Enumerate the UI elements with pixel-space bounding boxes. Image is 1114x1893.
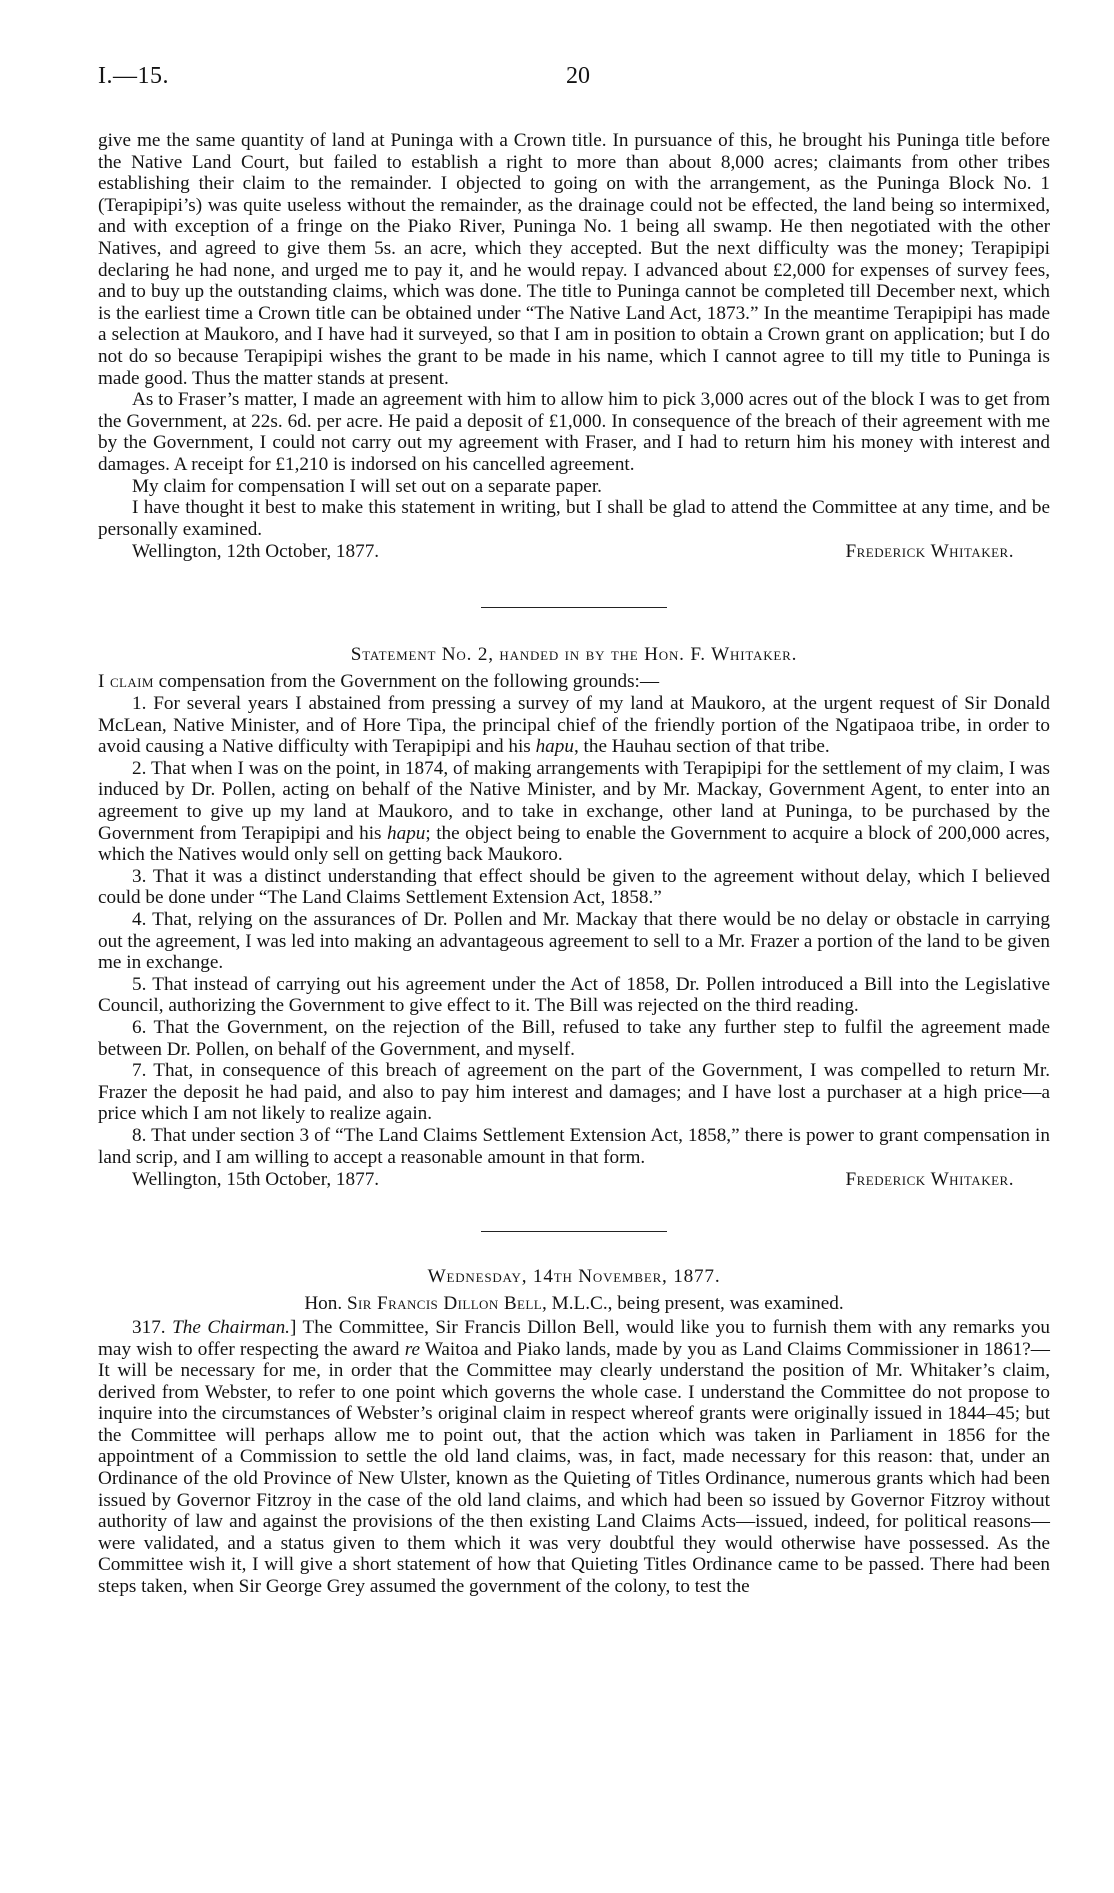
italic-term: hapu [387, 822, 426, 844]
ground-text: 1. For several years I abstained from pressing a survey of my land at Maukoro, at the urgent request of Sir Donald McLean, Native Minister, and of Hore Tipa, the principal chief of the friendly portion of the Ngatipaoa tribe, in order to avoid causing a Native difficulty with Terapipipi and his [98, 693, 1050, 758]
presence-text: Hon. [304, 1293, 347, 1315]
section-divider [481, 1231, 667, 1232]
claim-lead: I claim [98, 671, 154, 693]
ground-item [98, 693, 1050, 758]
answer-text: Waitoa and Piako lands, made by you as Land Claims Commissioner in 1861?—It will be necessary for me, in order that the Committee may clearly understand the position of Mr. Whitaker’s claim, derived from Webster, to refer to one point which governs the whole case. I understand the Committee do not propose to inquire into the circumstances of Webster’s original claim in respect whereof grants were originally issued in 1844–45; but the Committee will perhaps allow me to point out, that the action which was taken in Parliament in 1856 for the appointment of a Commission to settle the old land claims, was, in fact, made necessary for this reason: that, under an Ordinance of the old Province of New Ulster, known as the Quieting of Titles Ordinance, numerous grants which had been issued by Governor Fitzroy in the case of the old land claims, and which had been so issued by Governor Fitzroy without authority of law and against the provisions of the then existing Land Claims Acts—issued, indeed, for political reasons—were validated, and a status given to them which it was very doubtful they would otherwise have possessed. As the Committee wish it, I will give a short statement of how that Quieting Titles Ordinance came to be passed. There had been steps taken, when Sir George Grey assumed the government of the colony, to test the [98, 1338, 1050, 1598]
question-paragraph [98, 1317, 1050, 1598]
section-divider [481, 607, 667, 608]
statement-section [98, 644, 1050, 1191]
place-date: Wellington, 12th October, 1877. [132, 541, 380, 563]
ground-item: 3. That it was a distinct understanding that effect should be given to the agreement without delay, which I believed could be done under “The Land Claims Settlement Extension Act, 1858.” [98, 865, 1050, 909]
intro-paragraph [98, 671, 1050, 693]
place-date: Wellington, 15th October, 1877. [132, 1169, 380, 1191]
ground-item [98, 758, 1050, 866]
italic-term: hapu [535, 736, 574, 758]
ground-text: , the Hauhau section of that tribe. [573, 736, 830, 758]
page-number: 20 [566, 63, 590, 89]
body-paragraph: give me the same quantity of land at Puninga with a Crown title. In pursuance of this, he brought his Puninga title before the Native Land Court, but failed to establish a right to more than about 8,000 acres; claimants from other tribes establishing their claim to the remainder. I objected to going on with the arrangement, as the Puninga Block No. 1 (Terapipipi’s) was quite useless without the remainder, as the drainage could not be effected, the land being so intermixed, and with exception of a fringe on the Piako River, Puninga No. 1 being all swamp. He then negotiated with the other Natives, and agreed to give them 5s. an acre, which they accepted. But the next difficulty was the money; Terapipipi declaring he had none, and urged me to pay it, and he would repay. I advanced about £2,000 for expenses of survey fees, and to buy up the outstanding claims, which was done. The title to Puninga cannot be completed till December next, which is the earliest time a Crown title can be obtained under “The Native Land Act, 1873.” In the meantime Terapipipi has made a selection at Maukoro, and I have had it surveyed, so that I am in position to obtain a Crown grant on application; but I do not do so because Terapipipi wishes the grant to be made in his name, which I cannot agree to till my title to Puninga is made good. Thus the matter stands at present. [98, 130, 1050, 389]
question-number: 317. [132, 1316, 173, 1338]
section-heading: Statement No. 2, handed in by the Hon. F. Whitaker. [350, 643, 798, 665]
presence-text: , M.L.C., being present, was examined. [542, 1293, 844, 1315]
signature: Frederick Whitaker. [845, 541, 1014, 563]
minutes-section [98, 1266, 1050, 1598]
ground-item: 7. That, in consequence of this breach of agreement on the part of the Government, I was compelled to return Mr. Frazer the deposit he had paid, and also to pay him interest and damages; and I have lost a purchaser at a high price—a price which I am not likely to realize again. [98, 1060, 1050, 1125]
witness-line [98, 1293, 1050, 1315]
letter-continuation [98, 130, 1050, 563]
page-header [98, 63, 1050, 100]
body-paragraph: I have thought it best to make this statement in writing, but I shall be glad to attend the Committee at any time, and be personally examined. [98, 497, 1050, 540]
ground-item: 8. That under section 3 of “The Land Claims Settlement Extension Act, 1858,” there is power to grant compensation in land scrip, and I am willing to accept a reasonable amount in that form. [98, 1124, 1050, 1168]
signature: Frederick Whitaker. [845, 1169, 1014, 1191]
signature-block [98, 541, 1050, 563]
intro-text: compensation from the Government on the following grounds:— [153, 671, 660, 693]
ground-item: 6. That the Government, on the rejection of the Bill, refused to take any further step to fulfil the agreement made between Dr. Pollen, on behalf of the Government, and myself. [98, 1016, 1050, 1060]
speaker-name: The Chairman. [172, 1316, 290, 1338]
witness-name: Sir Francis Dillon Bell [346, 1293, 543, 1315]
signature-block [98, 1169, 1050, 1191]
body-paragraph: My claim for compensation I will set out on a separate paper. [132, 475, 602, 497]
ground-text: 2. That when I was on the point, in 1874, of making arrangements with Terapipipi for the settlement of my claim, I was induced by Dr. Pollen, acting on behalf of the Native Minister, and by Mr. Mackay, Government Agent, to enter into an agreement to give up my land at Maukoro, and to take in exchange, other land at Puninga, to be purchased by the Government from Terapipipi and his [98, 757, 1050, 844]
italic-term: re [404, 1338, 420, 1360]
ground-text: ; the object being to enable the Government to acquire a block of 200,000 acres, which the Natives would only sell on getting back Maukoro. [98, 822, 1050, 866]
session-date-heading: Wednesday, 14th November, 1877. [427, 1265, 721, 1287]
paper-reference: I.—15. [98, 63, 169, 89]
ground-item: 4. That, relying on the assurances of Dr. Pollen and Mr. Mackay that there would be no delay or obstacle in carrying out the agreement, I was led into making an advantageous agreement to sell to a Mr. Frazer a portion of the land to be given me in exchange. [98, 909, 1050, 974]
question-text: ] The Committee, Sir Francis Dillon Bell, would like you to furnish them with any remarks you may wish to offer respecting the award [98, 1316, 1051, 1360]
body-paragraph: As to Fraser’s matter, I made an agreement with him to allow him to pick 3,000 acres out of the block I was to get from the Government, at 22s. 6d. per acre. He paid a deposit of £1,000. In consequence of the breach of their agreement with me by the Government, I could not carry out my agreement with Fraser, and I had to return him his money with interest and damages. A receipt for £1,210 is indorsed on his cancelled agreement. [98, 389, 1050, 475]
ground-item: 5. That instead of carrying out his agreement under the Act of 1858, Dr. Pollen introduced a Bill into the Legislative Council, authorizing the Government to give effect to it. The Bill was rejected on the third reading. [98, 973, 1050, 1017]
